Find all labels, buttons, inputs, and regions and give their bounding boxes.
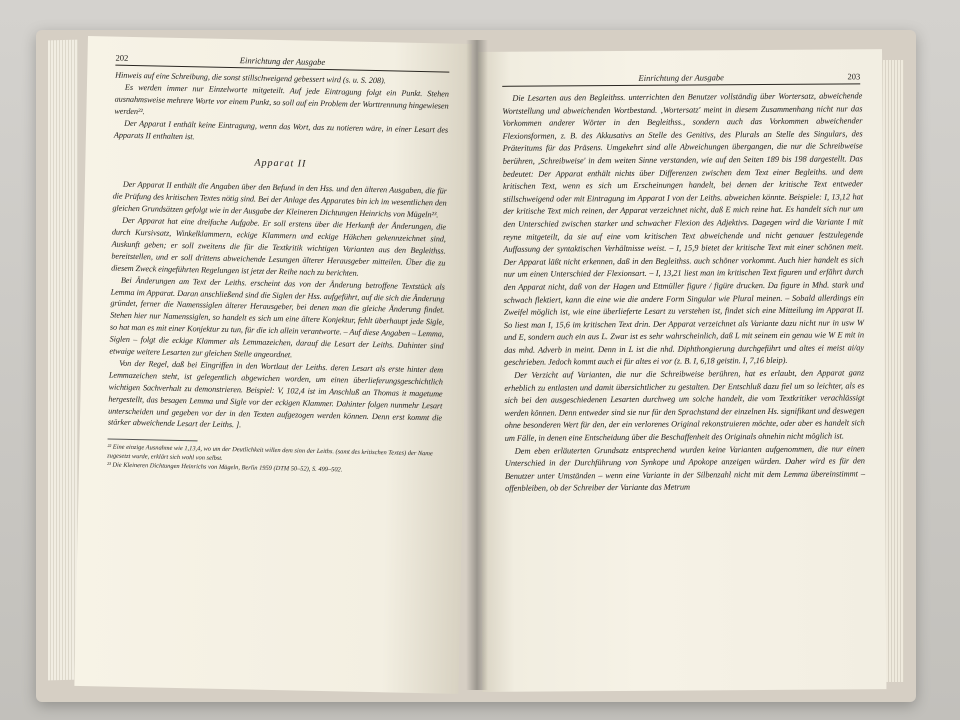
right-page [478,49,886,692]
paragraph: Dem eben erläuterten Grundsatz entsprechend wurden keine Varianten aufgenommen, die nur einen Unterschied in der Durchführung von Synkope und Apokope anzeigen würden. Daher wird es für den Benutzer unter Umständen – wenn eine Variante in der Silbenzahl nicht mit dem Lemma übereinstimmt – offenbleiben, ob der Schreiber der Variante das Metrum [504,443,865,494]
left-page-body [108,70,449,436]
paragraph: Der Apparat hat eine dreifache Aufgabe. Er soll erstens über die Herkunft der Änderungen, die durch Kursivsatz, Winkelklammern, eckige Klammern und eckige Häkchen gekennzeichnet sind, Auskunft geben; er soll zweitens die für die Textkritik wichtigen Varianten aus den Begleithss. bereitstellen, und er soll drittens abweichende Lesungen älterer Herausgeber mitteilen. Über die zu diesem Zweck eingeführten Regelungen ist jetzt der Reihe nach zu berichten. [111,215,447,278]
left-page-number: 202 [115,52,129,63]
left-page-header [115,51,449,73]
paragraph: Die Lesarten aus den Begleithss. unterrichten den Benutzer vollständig über Wortersatz, abweichende Wortstellung und abweichenden Wortbestand. ‚Wortersatz' meint in diesem Zusammenhang nicht nur das Vorkommen anderer Wörter in den Begleithss., sondern auch das Vorkommen abweichender Flexionsformen, z. B. des Akkusativs an Stelle des Genitivs, des Plurals an Stelle des Singulars, des Präteritums für das Präsens. Umgekehrt sind alle Abweichungen übergangen, die nur die Schreibweise berühren, ‚Schreibweise' in dem weiten Sinne verstanden, wie auf den Seiten 189 bis 198 dargestellt. Das bedeutet: Der Apparat enthält nichts über Differenzen zwischen dem Text einer Begleiths. und dem kritischen Text, wenn es sich um Erscheinungen handelt, bei denen der kritische Text entweder stillschweigend oder mit Eintragung im Apparat I von der Leiths. abweichen könnte. Beispiele: I, 13,12 hat der kritische Text mich reinen, der Apparat verzeichnet nicht, daß E mich reine hat. Es handelt sich nur um den Unterschied zwischen starker und schwacher Flexion des Adjektivs. Dagegen wird die Variante I mit reyne mitgeteilt, da sie auf eine vom kritischen Text abweichende und nicht genauer festzulegende Auffassung der syntaktischen Verhältnisse weist. – I, 15,9 bietet der kritische Text mit einer schönen meit. Der Apparat läßt nicht erkennen, daß in den Begleithss. auch schöner vorkommt. Auch hier handelt es sich nur um einen Unterschied der Flexionsart. – I, 13,21 liest man im kritischen Text figuren und erfährt durch den Apparat nicht, daß von der Hagen und Ettmüller figure / figüre drucken. Da figure in Mhd. stark und schwach flektiert, kann die eine wie die andere Form Singular wie Plural meinen. – Sobald allerdings ein Zweifel möglich ist, wie eine überlieferte Lesart zu verstehen ist, findet sich eine Mitteilung im Apparat II. So liest man I, 15,6 im kritischen Text drin. Der Apparat verzeichnet als Variante dazu nicht nur in usw W und E, sondern auch ein aus L. Zwar ist es sehr wahrscheinlich, daß L mit seinem ein genau wie W E mit in das mhd. Adverb in meint. Denn in L ist die nhd. Diphthongierung durchgeführt und altes ei meist ai/ay geschrieben. Jedoch kommt auch ei für altes ei vor (z. B. I, 6,18 geistin. I, 7,16 bleip). [502,91,865,368]
paragraph: Der Apparat II enthält die Angaben über den Befund in den Hss. und den älteren Ausgaben, die für die Prüfung des kritischen Textes nötig sind. Bei der Anlage des Apparates bin ich im wesentlichen den gleichen Grundsätzen gefolgt wie in der Ausgabe der Kleineren Dichtungen Heinrichs von Mügeln²³. [112,180,447,220]
footnote: ²² Eine einzige Ausnahme wie 1,13,4, wo um der Deutlichkeit willen dem sinn der Leiths. (samt des kritischen Textes) der Name zugesetzt wurde, erklärt sich wohl von selbst. [107,443,433,462]
footnotes [107,444,441,477]
paragraph: Es werden immer nur Einzelworte mitgeteilt. Auf jede Eintragung folgt ein Punkt. Stehen ausnahmsweise mehrere Worte vor einem Punkt, so soll auf ein Problem der Worttrennung hingewiesen werden²². [114,82,449,116]
paragraph: Von der Regel, daß bei Eingriffen in den Wortlaut der Leiths. deren Lesart als erste hinter dem Lemmazeichen steht, ist gelegentlich abgewichen worden, um einen überlieferungsgeschichtlich wichtigen Sachverhalt zu demonstrieren. Beispiel: V, 102,4 ist im Anschluß an Thomas it magetume hergestellt, das besagen Lemma und Sigle vor der eckigen Klammer. Dahinter folgen nunmehr Lesart unterscheiden und gegeben vor der in den Texten aufgezogen werden können. Denn erst kommt die stärker abweichende Lesart der Leiths. ]. [107,358,444,430]
right-running-title: Einrichtung der Ausgabe [638,72,724,83]
right-page-number: 203 [847,71,861,82]
book-gutter-shadow [466,40,488,690]
right-page-body [502,90,865,496]
paragraph: Der Verzicht auf Varianten, die nur die Schreibweise berühren, hat es erlaubt, den Apparat ganz erheblich zu entlasten und damit übersichtlicher zu gestalten. Der Entschluß dazu fiel um so leichter, als es sich bei den ausgeschiedenen Lesarten durchweg um solche handelt, die vom Textkritiker verachlässigt werden können. Denn entweder sind sie nur für den Sprachstand der einzelnen Hs. signifikant und deswegen ohne besonderen Wert für den, der ein verlorenes Original rekonstruieren möchte, oder aber es handelt sich um Fälle, in denen eine Entscheidung über die Beschaffenheit des Originals ohnehin nicht möglich ist. [504,368,865,443]
left-page-edges [48,40,78,681]
paragraph: Hinweis auf eine Schreibung, die sonst stillschweigend gebessert wird (s. u. S. 208). [115,70,386,86]
footnote: ²³ Die Kleineren Dichtungen Heinrichs von Mügeln, Berlin 1959 (DTM 50–52), S. 499–502. [106,461,343,473]
left-page [74,36,472,694]
paragraph: Der Apparat I enthält keine Eintragung, wenn das Wort, das zu notieren wäre, in einer Lesart des Apparats II enthalten ist. [113,118,449,141]
section-heading: Apparat II [254,157,307,171]
left-running-title: Einrichtung der Ausgabe [239,55,326,67]
right-page-header [502,69,860,86]
paragraph: Bei Änderungen am Text der Leiths. erscheint das von der Änderung betroffene Textstück als Lemma im Apparat. Daran anschließend sind die Siglen der Hss. aufgeführt, auf die sich die Änderung gründet, ferner die Namenssiglen älterer Herausgeber, bei denen man die gleiche Änderung findet. Stehen hier nur Namenssiglen, so handelt es sich um eine ältere Konjektur, fehlt überhaupt jede Sigle, so hat man es mit einer Konjektur zu tun, für die ich allein verantworte. – Auf diese Angaben – Lemma, Siglen – folgt die eckige Klammer als Lemmazeichen, darauf die Lesart der Leiths. Dahinter sind etwaige weitere Lesarten zur gleichen Stelle angeordnet. [109,275,445,360]
